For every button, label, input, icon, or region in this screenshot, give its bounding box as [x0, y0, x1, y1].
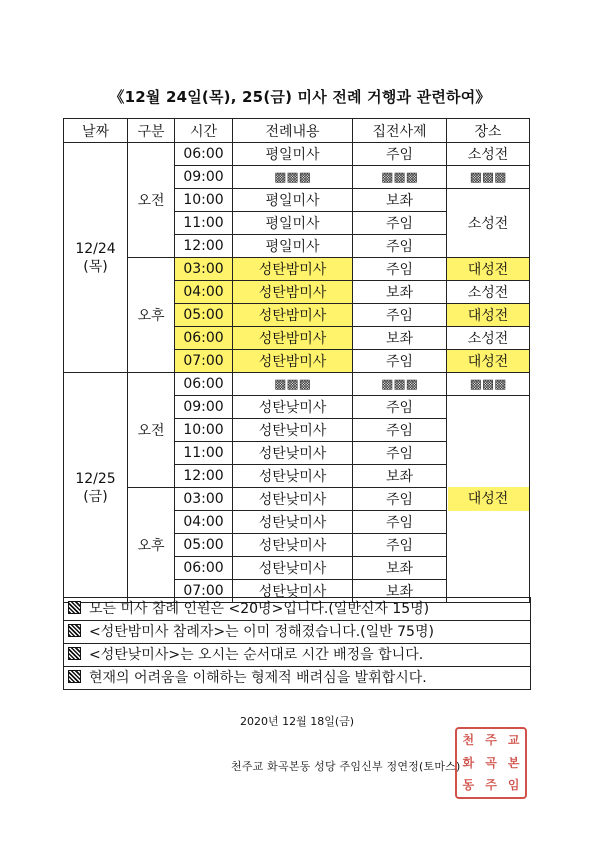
mass-schedule-table [63, 118, 530, 603]
table-row [64, 143, 530, 166]
priest-cell-blocked: ▩▩▩ [353, 373, 447, 396]
note-item [64, 598, 530, 621]
seal-char: 주 [485, 778, 497, 793]
place-cell-blocked: ▩▩▩ [447, 373, 530, 396]
hatched-square-icon [68, 601, 81, 614]
priest-cell: 보좌 [353, 281, 447, 304]
content-cell: 성탄밤미사 [233, 304, 353, 327]
priest-cell: 보좌 [353, 580, 447, 603]
place-cell: 대성전 [447, 350, 530, 373]
seal-char: 임 [507, 778, 520, 793]
priest-cell: 주임 [353, 534, 447, 557]
time-cell: 07:00 [175, 350, 233, 373]
place-cell: 소성전 [447, 327, 530, 350]
hatched-square-icon [68, 624, 81, 637]
content-cell: 성탄밤미사 [233, 258, 353, 281]
table-row [64, 373, 530, 396]
time-cell: 10:00 [175, 419, 233, 442]
content-cell: 성탄밤미사 [233, 350, 353, 373]
priest-cell: 보좌 [353, 189, 447, 212]
priest-cell: 주임 [353, 258, 447, 281]
place-cell-blocked: ▩▩▩ [447, 166, 530, 189]
time-cell: 10:00 [175, 189, 233, 212]
place-cell: 대성전 [447, 304, 530, 327]
priest-cell: 주임 [353, 143, 447, 166]
note-text: 모든 미사 참례 인원은 <20명>입니다.(일반신자 15명) [89, 601, 430, 617]
content-cell: 성탄낮미사 [233, 419, 353, 442]
place-cell: 소성전 [447, 281, 530, 304]
content-cell: 성탄밤미사 [233, 327, 353, 350]
note-text: 현재의 어려움을 이해하는 형제적 배려심을 발휘합시다. [89, 670, 427, 686]
content-cell: 평일미사 [233, 212, 353, 235]
priest-cell: 주임 [353, 488, 447, 511]
seal-char: 동 [462, 778, 475, 793]
time-cell: 06:00 [175, 557, 233, 580]
content-cell-blocked: ▩▩▩ [233, 373, 353, 396]
time-cell: 04:00 [175, 281, 233, 304]
table-row [64, 258, 530, 281]
note-item [64, 667, 530, 689]
content-cell-blocked: ▩▩▩ [233, 166, 353, 189]
seal-char: 주 [485, 733, 497, 747]
content-cell: 평일미사 [233, 235, 353, 258]
content-cell: 성탄낮미사 [233, 534, 353, 557]
table-header-row [64, 119, 530, 143]
place-cell-merged: 소성전 [447, 189, 530, 258]
date-cell-1225 [64, 373, 128, 603]
period-cell-am: 오전 [128, 143, 175, 258]
place-cell: 대성전 [447, 258, 530, 281]
time-cell: 03:00 [175, 258, 233, 281]
period-cell-am: 오전 [128, 373, 175, 488]
period-cell-pm: 오후 [128, 258, 175, 373]
seal-char: 화 [462, 755, 475, 770]
priest-cell: 주임 [353, 419, 447, 442]
seal-char: 곡 [485, 755, 497, 770]
issue-date: 2020년 12월 18일(금) [240, 715, 355, 728]
time-cell: 06:00 [175, 143, 233, 166]
time-cell: 06:00 [175, 373, 233, 396]
priest-cell: 주임 [353, 396, 447, 419]
note-item [64, 621, 530, 644]
header-period: 구분 [128, 119, 175, 143]
header-time: 시간 [175, 119, 233, 143]
time-cell: 05:00 [175, 304, 233, 327]
time-cell: 05:00 [175, 534, 233, 557]
official-seal-stamp [455, 727, 527, 799]
time-cell: 07:00 [175, 580, 233, 603]
hatched-square-icon [68, 670, 81, 683]
place-cell: 소성전 [447, 143, 530, 166]
document-title: 《12월 24일(목), 25(금) 미사 전례 거행과 관련하여》 [109, 88, 491, 106]
content-cell: 평일미사 [233, 143, 353, 166]
priest-cell: 보좌 [353, 557, 447, 580]
date-label: 12/24 (목) [75, 240, 116, 275]
signature-line: 천주교 화곡본동 성당 주임신부 정연정(토마스) [231, 760, 461, 773]
priest-cell: 주임 [353, 350, 447, 373]
content-cell: 성탄밤미사 [233, 281, 353, 304]
content-cell: 성탄낮미사 [233, 396, 353, 419]
note-item [64, 644, 530, 667]
time-cell: 09:00 [175, 166, 233, 189]
time-cell: 04:00 [175, 511, 233, 534]
time-cell: 11:00 [175, 212, 233, 235]
time-cell: 12:00 [175, 465, 233, 488]
notes-box [63, 597, 531, 690]
hatched-square-icon [68, 647, 81, 660]
priest-cell: 주임 [353, 304, 447, 327]
header-date: 날짜 [64, 119, 128, 143]
seal-char: 천 [462, 733, 475, 747]
note-text: <성탄낮미사>는 오시는 순서대로 시간 배정을 합니다. [89, 647, 424, 663]
date-cell-1224 [64, 143, 128, 373]
content-cell: 성탄낮미사 [233, 557, 353, 580]
priest-cell-blocked: ▩▩▩ [353, 166, 447, 189]
note-text: <성탄밤미사 참례자>는 이미 정해졌습니다.(일반 75명) [89, 624, 434, 640]
content-cell: 평일미사 [233, 189, 353, 212]
seal-char: 교 [507, 733, 520, 747]
place-label-highlighted: 대성전 [448, 487, 529, 511]
content-cell: 성탄낮미사 [233, 442, 353, 465]
time-cell: 12:00 [175, 235, 233, 258]
content-cell: 성탄낮미사 [233, 465, 353, 488]
priest-cell: 주임 [353, 442, 447, 465]
priest-cell: 주임 [353, 235, 447, 258]
place-cell-merged [447, 396, 530, 603]
period-cell-pm: 오후 [128, 488, 175, 603]
header-place: 장소 [447, 119, 530, 143]
priest-cell: 주임 [353, 212, 447, 235]
time-cell: 03:00 [175, 488, 233, 511]
seal-char: 본 [507, 755, 520, 770]
content-cell: 성탄낮미사 [233, 580, 353, 603]
time-cell: 11:00 [175, 442, 233, 465]
header-content: 전례내용 [233, 119, 353, 143]
time-cell: 06:00 [175, 327, 233, 350]
date-label: 12/25 (금) [75, 470, 116, 505]
header-priest: 집전사제 [353, 119, 447, 143]
content-cell: 성탄낮미사 [233, 488, 353, 511]
priest-cell: 보좌 [353, 465, 447, 488]
priest-cell: 주임 [353, 511, 447, 534]
content-cell: 성탄낮미사 [233, 511, 353, 534]
priest-cell: 보좌 [353, 327, 447, 350]
time-cell: 09:00 [175, 396, 233, 419]
